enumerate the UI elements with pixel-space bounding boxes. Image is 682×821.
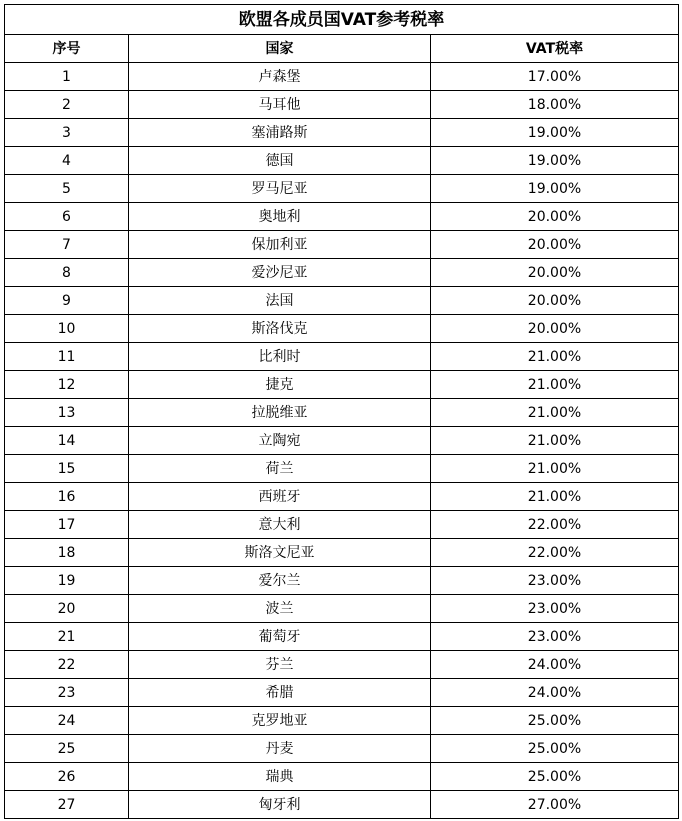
table-row (5, 343, 679, 371)
vat-rate-cell: 20.00% (431, 287, 679, 315)
country-cell: 波兰 (129, 595, 431, 623)
table-row (5, 455, 679, 483)
vat-rate-cell: 27.00% (431, 791, 679, 819)
table-row (5, 119, 679, 147)
row-index-cell: 8 (5, 259, 129, 287)
row-index-cell: 24 (5, 707, 129, 735)
vat-rate-cell: 25.00% (431, 735, 679, 763)
vat-rate-cell: 20.00% (431, 203, 679, 231)
row-index-cell: 7 (5, 231, 129, 259)
vat-rate-cell: 23.00% (431, 623, 679, 651)
country-cell: 葡萄牙 (129, 623, 431, 651)
country-cell: 罗马尼亚 (129, 175, 431, 203)
country-cell: 捷克 (129, 371, 431, 399)
row-index-cell: 11 (5, 343, 129, 371)
table-row (5, 203, 679, 231)
country-cell: 奥地利 (129, 203, 431, 231)
vat-rate-cell: 21.00% (431, 399, 679, 427)
vat-rate-cell: 19.00% (431, 147, 679, 175)
vat-rate-cell: 22.00% (431, 539, 679, 567)
vat-rate-cell: 21.00% (431, 455, 679, 483)
row-index-cell: 22 (5, 651, 129, 679)
row-index-cell: 13 (5, 399, 129, 427)
country-cell: 希腊 (129, 679, 431, 707)
vat-rate-cell: 18.00% (431, 91, 679, 119)
table-row (5, 287, 679, 315)
vat-rate-cell: 24.00% (431, 651, 679, 679)
country-cell: 斯洛文尼亚 (129, 539, 431, 567)
country-cell: 马耳他 (129, 91, 431, 119)
table-row (5, 91, 679, 119)
table-row (5, 707, 679, 735)
country-cell: 拉脱维亚 (129, 399, 431, 427)
row-index-cell: 25 (5, 735, 129, 763)
country-cell: 卢森堡 (129, 63, 431, 91)
table-header-row (5, 35, 679, 63)
table-row (5, 567, 679, 595)
vat-rate-cell: 25.00% (431, 707, 679, 735)
vat-rate-cell: 24.00% (431, 679, 679, 707)
row-index-cell: 14 (5, 427, 129, 455)
row-index-cell: 19 (5, 567, 129, 595)
vat-rate-cell: 23.00% (431, 567, 679, 595)
vat-rate-cell: 17.00% (431, 63, 679, 91)
vat-rate-cell: 20.00% (431, 315, 679, 343)
table-row (5, 763, 679, 791)
table-row (5, 735, 679, 763)
row-index-cell: 20 (5, 595, 129, 623)
country-cell: 荷兰 (129, 455, 431, 483)
vat-rate-cell: 19.00% (431, 175, 679, 203)
vat-rate-cell: 21.00% (431, 427, 679, 455)
country-cell: 瑞典 (129, 763, 431, 791)
row-index-cell: 18 (5, 539, 129, 567)
table-row (5, 315, 679, 343)
country-cell: 斯洛伐克 (129, 315, 431, 343)
country-cell: 西班牙 (129, 483, 431, 511)
row-index-cell: 21 (5, 623, 129, 651)
row-index-cell: 15 (5, 455, 129, 483)
column-header-country: 国家 (129, 35, 431, 63)
country-cell: 芬兰 (129, 651, 431, 679)
vat-rate-cell: 19.00% (431, 119, 679, 147)
country-cell: 意大利 (129, 511, 431, 539)
vat-rate-cell: 21.00% (431, 343, 679, 371)
table-row (5, 371, 679, 399)
table-title-row (5, 5, 679, 35)
country-cell: 比利时 (129, 343, 431, 371)
table-row (5, 539, 679, 567)
row-index-cell: 16 (5, 483, 129, 511)
vat-rate-cell: 20.00% (431, 231, 679, 259)
row-index-cell: 5 (5, 175, 129, 203)
table-row (5, 651, 679, 679)
row-index-cell: 23 (5, 679, 129, 707)
table-row (5, 231, 679, 259)
row-index-cell: 17 (5, 511, 129, 539)
column-header-vat-rate: VAT税率 (431, 35, 679, 63)
table-row (5, 427, 679, 455)
table-row (5, 483, 679, 511)
row-index-cell: 10 (5, 315, 129, 343)
table-row (5, 511, 679, 539)
vat-rate-cell: 25.00% (431, 763, 679, 791)
vat-rate-cell: 21.00% (431, 483, 679, 511)
vat-rate-table (4, 4, 679, 819)
table-row (5, 147, 679, 175)
table-body (5, 63, 679, 819)
row-index-cell: 3 (5, 119, 129, 147)
country-cell: 爱沙尼亚 (129, 259, 431, 287)
row-index-cell: 1 (5, 63, 129, 91)
country-cell: 德国 (129, 147, 431, 175)
country-cell: 丹麦 (129, 735, 431, 763)
row-index-cell: 27 (5, 791, 129, 819)
row-index-cell: 4 (5, 147, 129, 175)
column-header-index: 序号 (5, 35, 129, 63)
vat-rate-cell: 21.00% (431, 371, 679, 399)
table-row (5, 595, 679, 623)
country-cell: 法国 (129, 287, 431, 315)
table-row (5, 175, 679, 203)
country-cell: 克罗地亚 (129, 707, 431, 735)
table-row (5, 259, 679, 287)
row-index-cell: 26 (5, 763, 129, 791)
table-row (5, 399, 679, 427)
row-index-cell: 6 (5, 203, 129, 231)
vat-table-container (4, 4, 678, 819)
table-row (5, 63, 679, 91)
vat-rate-cell: 23.00% (431, 595, 679, 623)
row-index-cell: 12 (5, 371, 129, 399)
row-index-cell: 2 (5, 91, 129, 119)
country-cell: 立陶宛 (129, 427, 431, 455)
table-row (5, 679, 679, 707)
country-cell: 塞浦路斯 (129, 119, 431, 147)
vat-rate-cell: 20.00% (431, 259, 679, 287)
row-index-cell: 9 (5, 287, 129, 315)
vat-rate-cell: 22.00% (431, 511, 679, 539)
country-cell: 匈牙利 (129, 791, 431, 819)
table-row (5, 623, 679, 651)
country-cell: 爱尔兰 (129, 567, 431, 595)
table-row (5, 791, 679, 819)
table-title: 欧盟各成员国VAT参考税率 (5, 5, 679, 35)
country-cell: 保加利亚 (129, 231, 431, 259)
